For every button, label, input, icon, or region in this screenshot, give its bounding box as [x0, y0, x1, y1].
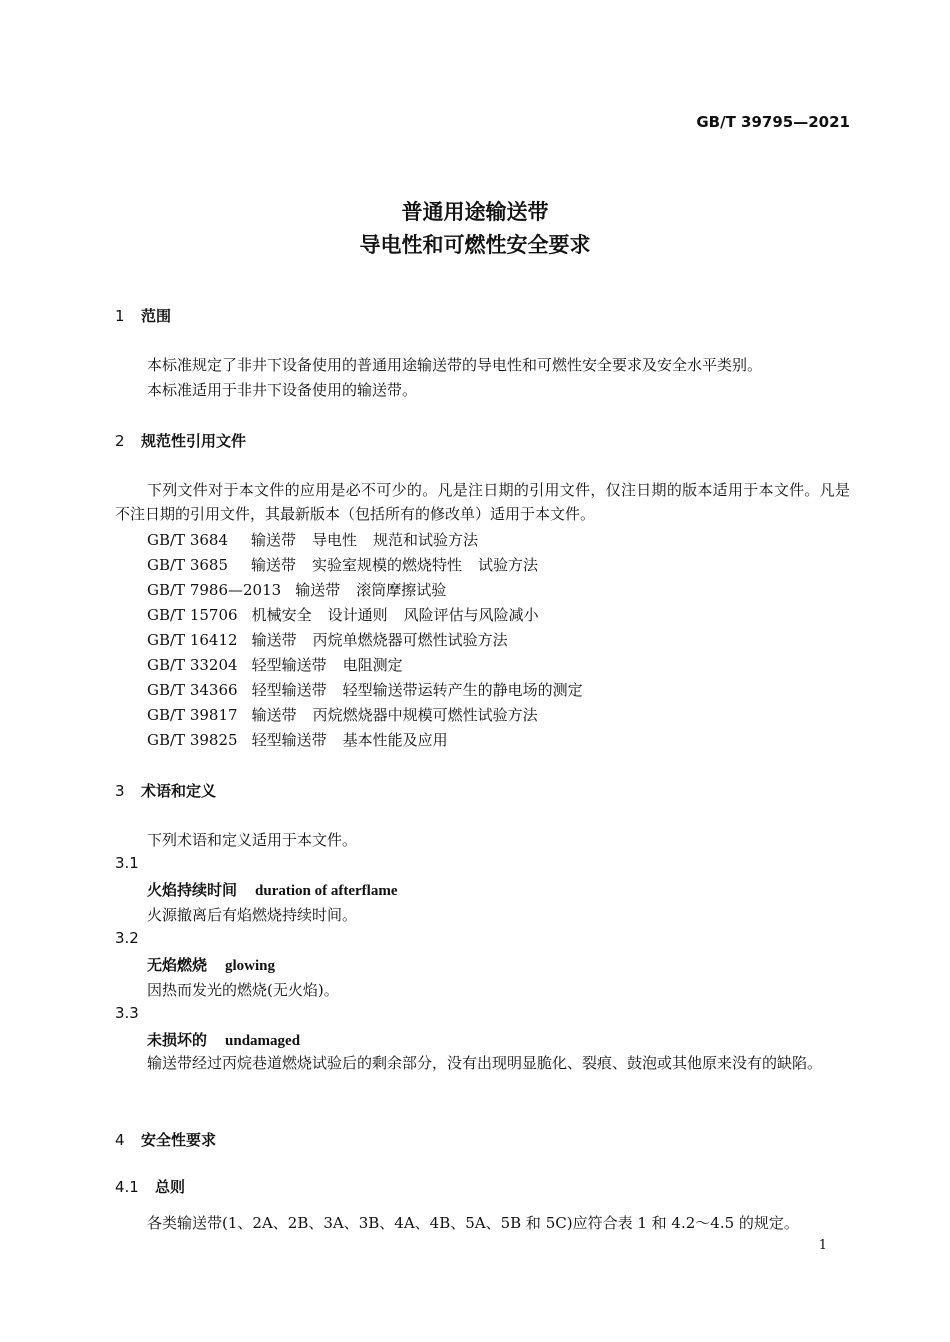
- section-title: 规范性引用文件: [141, 432, 247, 450]
- term-zh: 火焰持续时间: [147, 881, 238, 899]
- reference-item: [147, 579, 446, 600]
- section-number: 2: [115, 432, 125, 450]
- section-3-intro: 下列术语和定义适用于本文件。: [147, 831, 358, 849]
- term-heading: [147, 1029, 300, 1050]
- reference-code: GB/T 3684: [147, 531, 229, 549]
- reference-title-part: 电阻测定: [342, 656, 403, 674]
- section-3-heading: [115, 780, 216, 801]
- section-1-paragraph-1: 本标准规定了非井下设备使用的普通用途输送带的导电性和可燃性安全要求及安全水平类别。: [147, 356, 763, 374]
- term-en: glowing: [225, 958, 276, 974]
- reference-title-part: 风险评估与风险减小: [403, 606, 539, 624]
- standard-code: GB/T 39795—2021: [696, 113, 850, 131]
- reference-code: GB/T 34366: [147, 681, 238, 699]
- reference-code: GB/T 3685: [147, 556, 229, 574]
- term-en: undamaged: [225, 1033, 301, 1049]
- reference-code: GB/T 15706: [147, 606, 238, 624]
- reference-title-part: 设计通则: [327, 606, 388, 624]
- subsection-title: 总则: [155, 1178, 186, 1196]
- term-heading: [147, 879, 397, 900]
- section-2-heading: [115, 430, 246, 451]
- doc-title-line2: 导电性和可燃性安全要求: [359, 233, 591, 257]
- section-4-heading: [115, 1129, 216, 1150]
- reference-item: [147, 704, 538, 725]
- term-heading: [147, 954, 275, 975]
- section-1-heading: [115, 305, 171, 326]
- reference-title-part: 轻型输送带: [251, 681, 327, 699]
- section-title: 安全性要求: [141, 1131, 217, 1149]
- reference-item: [147, 629, 508, 650]
- subsection-4-1-paragraph: 各类输送带(1、2A、2B、3A、3B、4A、4B、5A、5B 和 5C)应符合表 1 和 4.2～4.5 的规定。: [147, 1214, 799, 1232]
- doc-title-line1: 普通用途输送带: [401, 200, 549, 224]
- reference-title-part: 试验方法: [478, 556, 539, 574]
- section-number: 4: [115, 1131, 125, 1149]
- reference-code: GB/T 39817: [147, 706, 238, 724]
- reference-title-part: 规范和试验方法: [373, 531, 479, 549]
- term-zh: 无焰燃烧: [147, 956, 208, 974]
- reference-title-part: 实验室规模的燃烧特性: [312, 556, 463, 574]
- term-definition: 输送带经过丙烷巷道燃烧试验后的剩余部分，没有出现明显脆化、裂痕、鼓泡或其他原来没有的缺陷。: [147, 1054, 823, 1072]
- reference-item: [147, 604, 539, 625]
- reference-code: GB/T 39825: [147, 731, 238, 749]
- reference-item: [147, 554, 538, 575]
- page-number: 1: [818, 1238, 827, 1253]
- reference-item: [147, 654, 403, 675]
- section-2-intro: 下列文件对于本文件的应用是必不可少的。凡是注日期的引用文件，仅注日期的版本适用于本文件。凡是不注日期的引用文件，其最新版本（包括所有的修改单）适用于本文件。: [115, 481, 850, 523]
- term-definition: 因热而发光的燃烧(无火焰)。: [147, 981, 339, 999]
- reference-title-part: 导电性: [312, 531, 358, 549]
- section-number: 3: [115, 782, 125, 800]
- reference-title-part: 轻型输送带运转产生的静电场的测定: [342, 681, 583, 699]
- reference-title-part: 丙烷单燃烧器可燃性试验方法: [312, 631, 508, 649]
- reference-title-part: 输送带: [295, 581, 341, 599]
- section-number: 1: [115, 307, 125, 325]
- reference-title-part: 输送带: [251, 706, 297, 724]
- reference-title-part: 输送带: [251, 531, 297, 549]
- section-title: 范围: [141, 307, 172, 325]
- term-en: duration of afterflame: [255, 883, 398, 899]
- term-zh: 未损坏的: [147, 1031, 208, 1049]
- section-title: 术语和定义: [141, 782, 217, 800]
- subsection-number: 4.1: [115, 1178, 139, 1196]
- reference-item: [147, 679, 583, 700]
- reference-title-part: 丙烷燃烧器中规模可燃性试验方法: [312, 706, 538, 724]
- reference-code: GB/T 7986—2013: [147, 581, 282, 599]
- reference-code: GB/T 33204: [147, 656, 238, 674]
- reference-item: [147, 529, 478, 550]
- reference-title-part: 输送带: [251, 631, 297, 649]
- reference-title-part: 机械安全: [251, 606, 312, 624]
- reference-title-part: 轻型输送带: [251, 731, 327, 749]
- reference-title-part: 输送带: [251, 556, 297, 574]
- reference-code: GB/T 16412: [147, 631, 238, 649]
- section-1-paragraph-2: 本标准适用于非井下设备使用的输送带。: [147, 381, 418, 399]
- reference-title-part: 轻型输送带: [251, 656, 327, 674]
- term-number: 3.1: [115, 854, 139, 872]
- term-number: 3.3: [115, 1004, 139, 1022]
- subsection-4-1-heading: [115, 1176, 185, 1197]
- reference-title-part: 基本性能及应用: [342, 731, 448, 749]
- reference-item: [147, 729, 448, 750]
- term-definition: 火源撤离后有焰燃烧持续时间。: [147, 906, 358, 924]
- reference-title-part: 滚筒摩擦试验: [356, 581, 447, 599]
- term-number: 3.2: [115, 929, 139, 947]
